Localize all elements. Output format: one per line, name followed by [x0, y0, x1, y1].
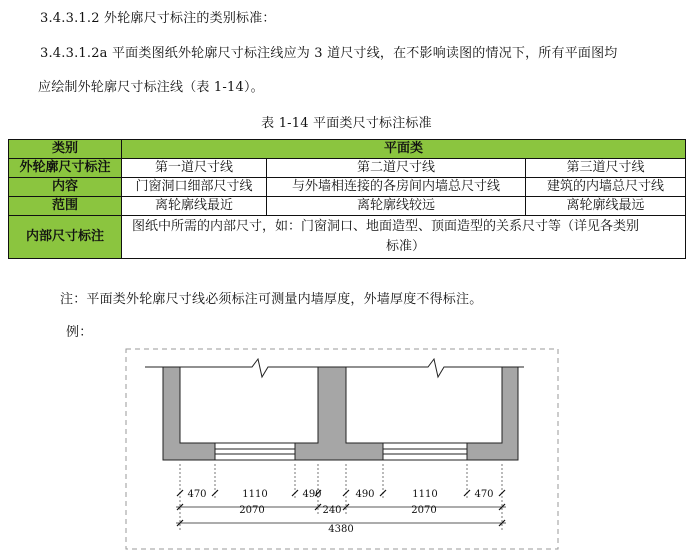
window-right [383, 443, 467, 460]
extension-lines [180, 464, 502, 530]
dim-label: 470 [187, 489, 207, 500]
table-cell: 离轮廓线最远 [526, 197, 686, 216]
wall-middle [295, 367, 383, 460]
row-label: 内部尺寸标注 [9, 216, 122, 259]
dim-label: 470 [474, 489, 494, 500]
row-label: 内容 [9, 178, 122, 197]
example-label: 例： [66, 325, 93, 340]
table-cell: 门窗洞口细部尺寸线 [122, 178, 267, 197]
cell-text-line-2: 标准） [386, 239, 426, 254]
dim-label: 4380 [328, 524, 354, 535]
section-heading: 3.4.3.1.2 外轮廓尺寸标注的类别标准： [40, 11, 276, 26]
dim-label: 240 [322, 505, 342, 516]
paragraph-line-1: 3.4.3.1.2a 平面类图纸外轮廓尺寸标注线应为 3 道尺寸线，在不影响读图的情况下，所有平面图均 [40, 46, 618, 61]
table-cell: 第一道尺寸线 [122, 159, 267, 178]
dim-label: 490 [302, 489, 322, 500]
row-label: 范围 [9, 197, 122, 216]
cell-text-line-1: 图纸中所需的内部尺寸，如：门窗洞口、地面造型、顶面造型的关系尺寸等（详见各类别 [132, 219, 640, 234]
table-cell: 离轮廓线最近 [122, 197, 267, 216]
table-note: 注：平面类外轮廓尺寸线必须标注可测量内墙厚度，外墙厚度不得标注。 [60, 292, 483, 307]
table-cell: 离轮廓线较远 [267, 197, 526, 216]
header-category: 类别 [9, 140, 122, 159]
table-cell: 建筑的内墙总尺寸线 [526, 178, 686, 197]
dim-label: 1110 [412, 489, 438, 500]
table-cell: 与外墙相连接的各房间内墙总尺寸线 [267, 178, 526, 197]
window-left [215, 443, 295, 460]
walls [163, 367, 518, 460]
row-label: 外轮廓尺寸标注 [9, 159, 122, 178]
table-cell: 第二道尺寸线 [267, 159, 526, 178]
dim-label: 490 [355, 489, 375, 500]
dim-label: 1110 [242, 489, 268, 500]
header-plan-type: 平面类 [122, 140, 686, 159]
wall-left [163, 367, 215, 460]
dim-label: 2070 [239, 505, 265, 516]
table-cell: 第三道尺寸线 [526, 159, 686, 178]
table-caption: 表 1-14 平面类尺寸标注标准 [261, 116, 432, 131]
dim-label: 2070 [411, 505, 437, 516]
wall-right [467, 367, 518, 460]
break-line-right [346, 359, 524, 377]
paragraph-line-2: 应绘制外轮廓尺寸标注线（表 1-14）。 [38, 80, 264, 95]
